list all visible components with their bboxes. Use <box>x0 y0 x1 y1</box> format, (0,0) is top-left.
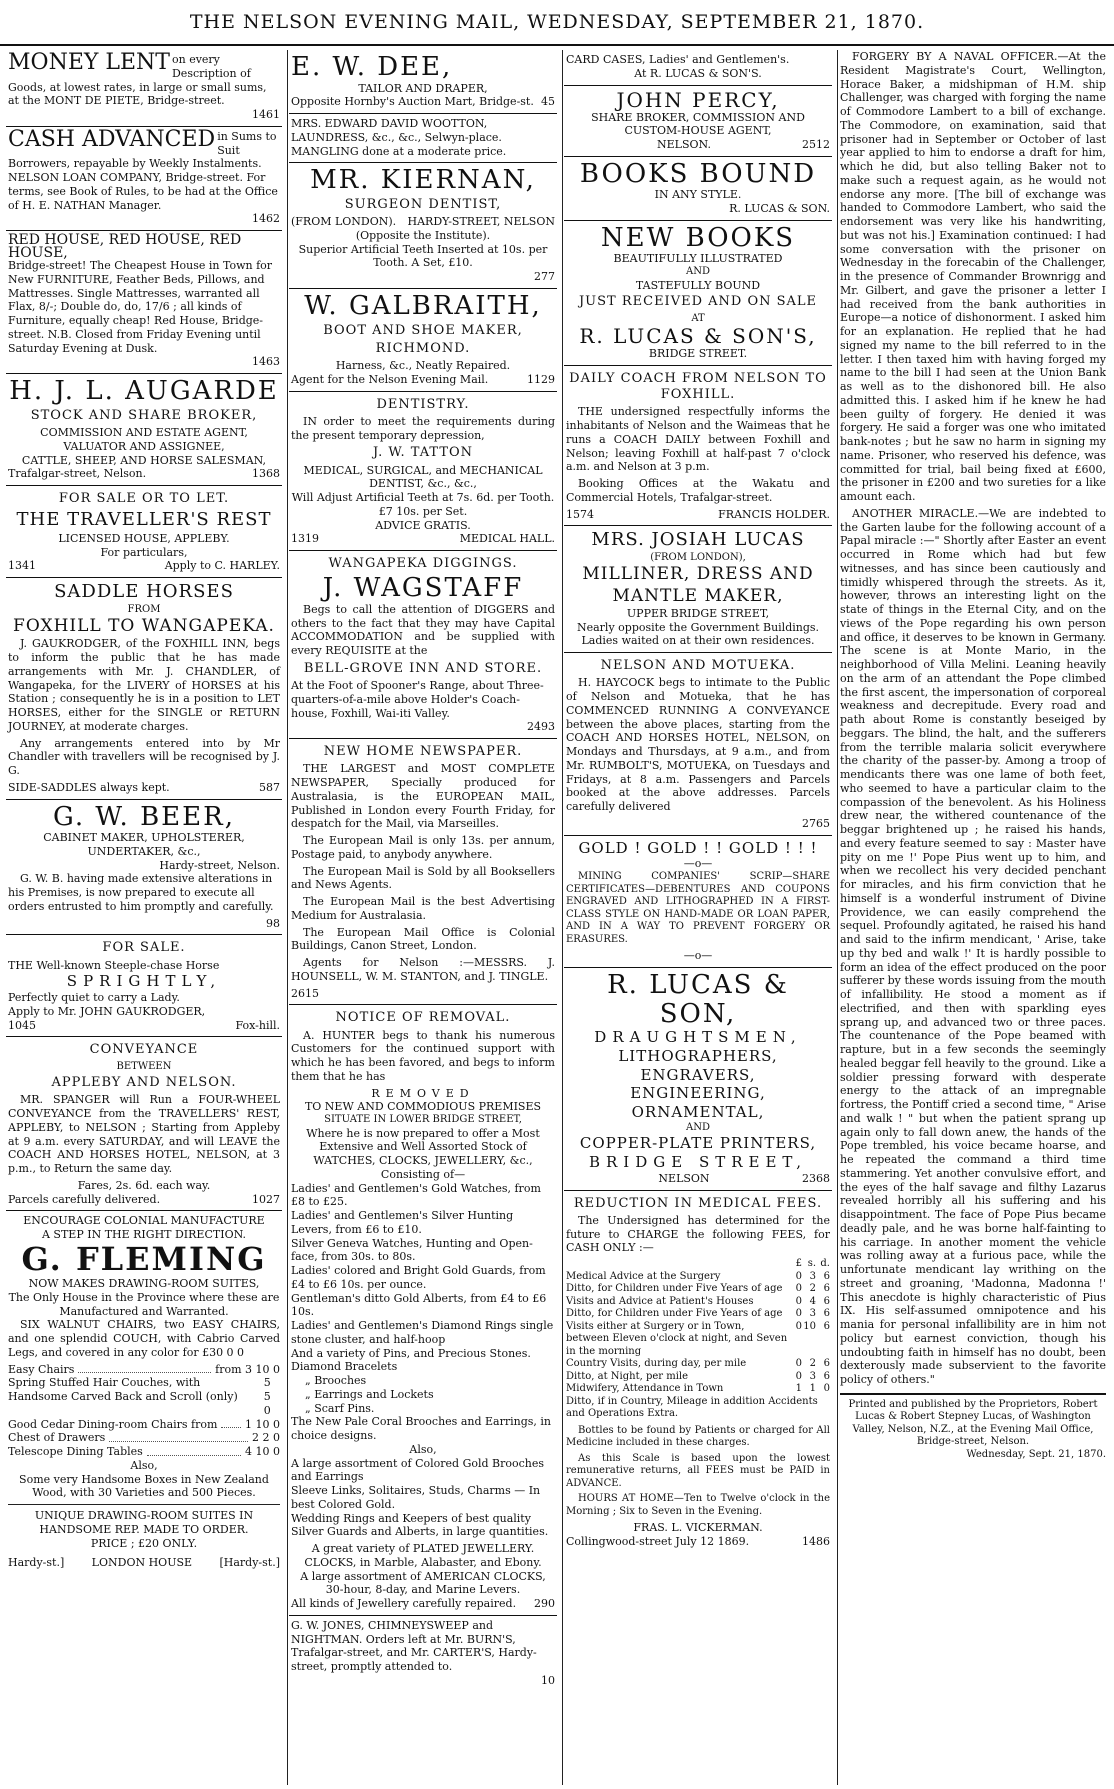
ad-line: A large assortment of AMERICAN CLOCKS, 30-hour, 8-day, and Marine Levers. <box>300 1569 546 1597</box>
ad-separator: —o— <box>683 857 713 871</box>
ad-text: Any arrangements entered into by Mr Chandler with travellers will be recognised by J. G. <box>8 736 280 778</box>
ad-name: MRS. JOSIAH LUCAS <box>591 529 805 551</box>
ad-line: NOW MAKES DRAWING-ROOM SUITES, <box>28 1277 260 1291</box>
ad-line: All kinds of Jewellery carefully repaired. <box>291 1597 517 1611</box>
ad-line: LITHOGRAPHERS, ENGRAVERS, <box>618 1046 778 1084</box>
ad-r-lucas-son <box>564 968 832 1191</box>
ad-text: The European Mail is Sold by all Booksellers and News Agents. <box>291 864 555 892</box>
ad-number: 2493 <box>527 720 555 734</box>
column-1 <box>6 50 288 1785</box>
ad-name: R. LUCAS & SON, <box>607 969 789 1029</box>
ad-text: G. W. JONES, CHIMNEYSWEEP and NIGHTMAN. Orders left at Mr. BURN'S, Trafalgar-street, and Mr. CARTER'S, Hardy-street, promptly attended to. <box>291 1618 537 1674</box>
ad-line: ADVICE GRATIS. <box>375 518 471 532</box>
ad-footer: [Hardy-st.] <box>219 1556 280 1570</box>
ad-heading: CONVEYANCE <box>89 1042 199 1058</box>
ad-line: RICHMOND. <box>375 340 471 356</box>
ad-number: 1574 <box>566 507 594 521</box>
price-item: Telescope Dining Tables 4 10 0 <box>8 1445 280 1459</box>
ad-text: THE Well-known Steeple-chase Horse <box>8 958 220 972</box>
table-row: Ditto, at Night, per mile 0 3 6 <box>566 1370 830 1382</box>
ad-line: (FROM LONDON), <box>650 551 746 563</box>
ad-text: The European Mail is only 13s. per annum, Postage paid, to anybody anywhere. <box>291 834 555 861</box>
ad-name: G. FLEMING <box>21 1239 267 1278</box>
column-3 <box>564 50 838 1785</box>
ad-heading: UNIQUE DRAWING-ROOM SUITES IN HANDSOME REP. MADE TO ORDER. <box>34 1509 254 1536</box>
ad-number: 45 <box>541 95 555 109</box>
price-item: Chest of Drawers 2 2 0 <box>8 1431 280 1445</box>
column-2 <box>289 50 563 1785</box>
ad-number: 2512 <box>802 138 830 151</box>
ad-name: MR. KIERNAN, <box>310 165 536 196</box>
ad-number: 290 <box>534 1597 555 1611</box>
fees-table <box>566 1258 830 1396</box>
ad-wagstaff <box>289 551 557 739</box>
table-row: Ditto, for Children under Five Years of age 0 2 6 <box>566 1283 830 1295</box>
ad-line: NELSON <box>658 1171 710 1185</box>
ad-heading: NEW HOME NEWSPAPER. <box>323 744 523 760</box>
ad-line: Consisting of— <box>380 1167 466 1181</box>
list-item: Ladies' and Gentlemen's Silver Hunting Levers, from £6 to £10. <box>291 1209 514 1236</box>
imprint-date: Wednesday, Sept. 21, 1870. <box>966 1448 1106 1460</box>
ad-line: TO NEW AND COMMODIOUS PREMISES <box>304 1100 542 1114</box>
ad-name: NEW BOOKS <box>600 222 796 253</box>
ad-line: MEDICAL, SURGICAL, and MECHANICAL DENTIST, &c., &c., <box>303 463 543 491</box>
ad-number: 1045 <box>8 1018 36 1032</box>
article-forgery: FORGERY BY A NAVAL OFFICER.—At the Resident Magistrate's Court, Wellington, Horace Baker, a midshipman of H.M. ship Challenger, was charged with forging the name of Commodore Lambert to a bill of exchange. The Commodore, on examination, said that prisoner had in September or October of last year applied to him to endorse a draft for him, which he did, but also telling Baker not to make such a request again, as he would not endorse any more. [The bill of exchange was handed to Commodore Lambert, who said the endorsement was very like his handwriting, but was not his.] Examination continued: I had some conversation with the prisoner on Wednesday in the forecabin of the Challenger, in the presence of Commander Brownrigg and Mr. Gilbert, and gave the prisoner a letter I had received from the bank authorities in Europe—a notice of dishonorment. I asked him for an explanation. He replied that he had signed my name to the bill referred to in the letter. I then taxed him with having forged my name to the bill I had seen at the Union Bank as well as to the dishonored bill. He also admitted this. I asked him if he knew he had been guilty of forgery. He denied it was forgery. He said a forger was one who imitated bank-notes ; but he saw no harm in signing my name. Prisoner, who reserved his defence, was committed for trial, bail being fixed at £600, the prisoner in £200 and two sureties for a like amount each. <box>840 50 1106 503</box>
ad-line: STOCK AND SHARE BROKER, <box>30 407 258 423</box>
stock-list <box>291 1182 555 1443</box>
ad-line: Harness, &c., Neatly Repaired. <box>335 359 511 373</box>
ad-text: in Sums to Suit Borrowers, repayable by Weekly Instalments. NELSON LOAN COMPANY, Bridge-street. For terms, see Book of Rules, to be had at the Office of H. E. NATHAN Manager. <box>8 129 278 212</box>
ad-name: H. J. L. AUGARDE <box>9 376 279 407</box>
ad-new-books <box>564 221 832 366</box>
price-item: Good Cedar Dining-room Chairs from 1 10 0 <box>8 1417 280 1431</box>
ad-number: 1368 <box>252 467 280 481</box>
list-item: „ Scarf Pins. <box>305 1401 375 1415</box>
ad-text: MINING COMPANIES' SCRIP—SHARE CERTIFICATES—DEBENTURES AND COUPONS ENGRAVED AND LITHOGRAPHED IN A FIRST-CLASS STYLE ON HAND-MADE OR LOAN PAPER, AND IN A WAY TO PREVENT FORGERY OR ERASURES. <box>566 871 830 945</box>
ad-money-lent <box>6 50 282 127</box>
ad-heading: GOLD ! GOLD ! ! GOLD ! ! ! <box>578 838 818 857</box>
ad-text: As this Scale is based upon the lowest remunerative returns, all FEES must be PAID in ADVANCE. <box>566 1452 830 1489</box>
ad-line: LICENSED HOUSE, APPLEBY. <box>58 531 230 545</box>
ad-percy <box>564 86 832 157</box>
ad-text: The Undersigned has determined for the future to CHARGE the following FEES, for CASH ONLY :— <box>566 1213 830 1255</box>
ad-line: AND <box>686 266 710 278</box>
ad-heading: DENTISTRY. <box>376 396 470 412</box>
ad-text: IN order to meet the requirements during the present temporary depression, <box>291 414 555 442</box>
ad-name: W. GALBRAITH, <box>304 290 542 321</box>
ad-number: 277 <box>534 270 555 284</box>
ad-galbraith <box>289 289 557 392</box>
ad-daily-coach <box>564 366 832 527</box>
ad-line: SURGEON DENTIST, <box>344 196 502 212</box>
list-item: Ladies' and Gentlemen's Gold Watches, from £8 to £25. <box>291 1181 541 1209</box>
imprint-text: Printed and published by the Proprietors, Robert Lucas & Robert Stepney Lucas, of Washington Valley, Nelson, N.Z., at the Evening Mail Office, Bridge-street, Nelson. <box>848 1398 1098 1448</box>
ad-text: MR. SPANGER will Run a FOUR-WHEEL CONVEYANCE from the TRAVELLERS' REST, APPLEBY, to NELSON ; Starting from Appleby at 9 a.m. every SATURDAY, and will LEAVE the COACH AND HORSES HOTEL, NELSON, at 3 p.m., to Return the same day. <box>8 1093 280 1176</box>
ad-line: JUST RECEIVED AND ON SALE <box>578 294 818 310</box>
ad-heading: RED HOUSE, RED HOUSE, RED HOUSE, <box>8 232 242 261</box>
ad-heading: NOTICE OF REMOVAL. <box>335 1010 511 1026</box>
ad-route: FOXHILL TO WANGAPEKA. <box>13 616 275 637</box>
ad-line: (Opposite the Institute). <box>355 228 491 242</box>
ad-text: Begs to call the attention of DIGGERS and others to the fact that they may have Capital ACCOMMODATION and be supplied with every REQUISITE at the <box>291 602 555 658</box>
ad-line: Fox-hill. <box>235 1018 280 1032</box>
price-item: Spring Stuffed Hair Couches, with Handsome Carved Back and Scroll (only) 5 5 0 <box>8 1376 271 1417</box>
ad-line: FROM <box>127 603 161 615</box>
ad-line: Opposite Hornby's Auction Mart, Bridge-st. <box>291 95 534 109</box>
ad-line: Apply to Mr. JOHN GAUKRODGER, <box>8 1004 206 1018</box>
ad-line: SIDE-SADDLES always kept. <box>8 780 170 794</box>
ad-line: At R. LUCAS & SON'S. <box>634 66 762 80</box>
ad-beer <box>6 800 282 936</box>
column-4-news <box>840 50 1106 1785</box>
list-item: Silver Geneva Watches, Hunting and Open-face, from 30s. to 80s. <box>291 1236 533 1264</box>
ad-line: Fares, 2s. 6d. each way. <box>77 1178 211 1192</box>
ad-text: THE undersigned respectfully informs the inhabitants of Nelson and the Waimeas that he runs a COACH DAILY between Foxhill and Nelson; leaving Foxhill at half-past 7 o'clock a.m. and Nelson at 3 p.m. <box>566 405 830 474</box>
ad-line: Apply to C. HARLEY. <box>164 559 280 573</box>
list-item: Diamond Bracelets <box>291 1360 398 1374</box>
ad-line: BRIDGE STREET, <box>588 1153 807 1172</box>
list-item: A large assortment of Colored Gold Brooches and Earrings <box>291 1456 545 1484</box>
ad-heading: DAILY COACH FROM NELSON TO FOXHILL. <box>569 370 827 403</box>
ad-line: NELSON. <box>657 138 711 151</box>
ad-line: COPPER-PLATE PRINTERS, <box>579 1134 817 1153</box>
ad-hunter-removal <box>289 1005 557 1616</box>
table-row: Visits and Advice at Patient's Houses 0 4 6 <box>566 1295 830 1307</box>
ad-fleming <box>6 1211 282 1574</box>
price-list <box>8 1363 280 1459</box>
ad-line: (FROM LONDON). <box>291 215 397 229</box>
ad-line: CLOCKS, in Marble, Alabaster, and Ebony. <box>304 1555 542 1569</box>
ad-text: A. HUNTER begs to thank his numerous Customers for the continued support with which he has been favored, and begs to inform them that he has <box>291 1028 555 1083</box>
list-item: Sleeve Links, Solitaires, Studs, Charms — In best Colored Gold. <box>291 1484 541 1511</box>
ad-text: THE LARGEST and MOST COMPLETE NEWSPAPER, Specially produced for Australasia, is the EUROPEAN MAIL, Published in London every Fourth Friday, for despatch for the Mail, via Marseilles. <box>291 762 555 831</box>
ad-line: Hardy-street, Nelson. <box>159 858 280 872</box>
ad-dentistry <box>289 392 557 552</box>
ad-text: SIX WALNUT CHAIRS, two EASY CHAIRS, and one splendid COUCH, with Cabrio Carved Legs, and covered in any color for £30 0 0 <box>8 1318 280 1359</box>
ad-text: HOURS AT HOME—Ten to Twelve o'clock in the Morning ; Six to Seven in the Evening. <box>566 1493 830 1517</box>
ad-jones <box>289 1616 557 1692</box>
ad-footer: LONDON HOUSE <box>91 1556 193 1570</box>
list-item: Ladies' and Gentlemen's Diamond Rings single stone cluster, and half-hoop <box>291 1319 554 1346</box>
ad-line: MILLINER, DRESS AND MANTLE MAKER, <box>582 564 814 606</box>
ad-number: 1027 <box>252 1192 280 1206</box>
ad-line: Will Adjust Artificial Teeth at 7s. 6d. per Tooth. £7 10s. per Set. <box>291 491 555 518</box>
ad-number: 98 <box>266 916 280 930</box>
ad-line: Where he is now prepared to offer a Most Extensive and Well Assorted Stock of <box>306 1126 540 1154</box>
ad-line: For particulars, <box>100 545 188 559</box>
ad-line: DRAUGHTSMEN, <box>594 1028 802 1047</box>
price-item: Easy Chairs from 3 10 0 <box>8 1362 280 1376</box>
ad-line: The Only House in the Province where these are Manufactured and Warranted. <box>8 1290 280 1318</box>
ad-line: BELL-GROVE INN AND STORE. <box>303 660 543 676</box>
list-item: The New Pale Coral Brooches and Earrings, in choice designs. <box>291 1415 551 1443</box>
ad-heading: NELSON AND MOTUEKA. <box>600 658 796 674</box>
ad-line: VALUATOR AND ASSIGNEE, <box>63 439 225 453</box>
ad-text: on every Description of Goods, at lowest rates, in large or small sums, at the MONT DE PIETE, Bridge-street. <box>8 53 267 108</box>
ad-horse-name: SPRIGHTLY, <box>66 972 222 991</box>
list-item: Gentleman's ditto Gold Alberts, from £4 to £6 10s. <box>291 1291 547 1319</box>
ad-line: Nearly opposite the Government Buildings. <box>576 620 820 634</box>
ad-name: G. W. BEER, <box>53 801 235 832</box>
ad-line: REMOVED <box>371 1086 475 1100</box>
ad-text: Agents for Nelson :—MESSRS. J. HOUNSELL, W. M. STANTON, and J. TINGLE. <box>291 956 555 983</box>
ad-heading: ENCOURAGE COLONIAL MANUFACTURE <box>23 1214 265 1228</box>
ad-number: 1319 <box>291 532 319 546</box>
ad-number: 1463 <box>252 355 280 369</box>
ad-for-sale-horse <box>6 935 282 1037</box>
list-item: „ Brooches <box>305 1374 367 1388</box>
ad-travellers-rest <box>6 486 282 578</box>
ad-line: Also, <box>409 1442 437 1456</box>
list-item: Silver Guards and Alberts, in large quantities. <box>291 1525 549 1539</box>
ad-nelson-motueka <box>564 653 832 836</box>
ad-price: PRICE ; £20 ONLY. <box>90 1536 198 1550</box>
ad-line: Ladies waited on at their own residences. <box>581 634 815 648</box>
ad-text: Booking Offices at the Wakatu and Commercial Hotels, Trafalgar-street. <box>566 477 830 504</box>
ad-gold <box>564 836 832 968</box>
ad-text: MRS. EDWARD DAVID WOOTTON, LAUNDRESS, &c., &c., Selwyn-place. MANGLING done at a moderate price. <box>291 117 507 158</box>
ad-wootton <box>289 114 557 163</box>
ad-line: Parcels carefully delivered. <box>8 1192 161 1206</box>
ad-text: G. W. B. having made extensive alterations in his Premises, is now prepared to execute all orders entrusted to him promptly and carefully. <box>8 872 274 913</box>
list-item: Ladies' colored and Bright Gold Guards, from £4 to £6 10s. per ounce. <box>291 1264 546 1291</box>
list-item: Wedding Rings and Keepers of best quality <box>291 1511 531 1525</box>
ad-line: BEAUTIFULLY ILLUSTRATED <box>613 252 783 266</box>
ad-name: J. WAGSTAFF <box>322 573 524 604</box>
ad-line: Superior Artificial Teeth Inserted at 10s. per Tooth. A Set, £10. <box>298 242 548 270</box>
ad-number: 1462 <box>252 212 280 226</box>
ad-line: BRIDGE STREET. <box>648 347 748 361</box>
ad-text: Ditto, if in Country, Mileage in addition Accidents and Operations Extra. <box>566 1395 818 1420</box>
ad-cash-advanced <box>6 127 282 231</box>
ad-number: 10 <box>541 1673 555 1687</box>
ad-name: BOOKS BOUND <box>579 158 817 189</box>
ad-name: FRANCIS HOLDER. <box>718 507 830 521</box>
ad-text: Bridge-street! The Cheapest House in Town for New FURNITURE, Feather Beds, Pillows, and Mattresses. Single Mattresses, warranted all Flax, 8/-; Double do, do, 17/6 ; all kinds of Furniture, equally cheap! Red House, Bridge-street. N.B. Closed from Friday Evening until Saturday Evening at Dusk. <box>8 259 273 355</box>
ad-heading: REDUCTION IN MEDICAL FEES. <box>573 1195 823 1211</box>
ad-text: CARD CASES, Ladies' and Gentlemen's. <box>566 53 790 66</box>
ad-dee <box>289 50 557 114</box>
table-row: Country Visits, during day, per mile 0 2 6 <box>566 1358 830 1370</box>
ad-text: H. HAYCOCK begs to intimate to the Public of Nelson and Motueka, that he has COMMENCED RUNNING A CONVEYANCE between the above places, starting from the COACH AND HORSES HOTEL, NELSON, on Mondays and Thursdays, at 9 a.m., and from Mr. RUMBOLT'S, MOTUEKA, on Tuesdays and Fridays, at 8 a.m. Passengers and Parcels booked at the above addresses. Parcels carefully delivered <box>566 676 830 814</box>
ad-name: THE TRAVELLER'S REST <box>16 509 272 531</box>
ad-line: AND <box>686 1121 710 1133</box>
ad-route: APPLEBY AND NELSON. <box>51 1075 237 1091</box>
ad-line: ENGINEERING, ORNAMENTAL, <box>630 1084 766 1122</box>
ad-heading: FOR SALE OR TO LET. <box>58 491 230 507</box>
ad-name: FRAS. L. VICKERMAN. <box>633 1521 763 1535</box>
ad-number: 1461 <box>252 108 280 121</box>
list-item: And a variety of Pins, and Precious Stones. <box>291 1346 531 1360</box>
ad-number: 1129 <box>527 372 555 386</box>
ad-line: At the Foot of Spooner's Range, about Three-quarters-of-a-mile above Holder's Coach-house, Foxhill, Wai-iti Valley. <box>291 679 544 720</box>
ad-line: SHARE BROKER, COMMISSION AND CUSTOM-HOUSE AGENT, <box>591 110 805 138</box>
ad-text: Some very Handsome Boxes in New Zealand Wood, with 30 Varieties and 500 Pieces. <box>19 1472 269 1500</box>
ad-heading: FOR SALE. <box>102 940 186 956</box>
table-row: Medical Advice at the Surgery 0 3 6 <box>566 1270 830 1282</box>
ad-number: 2765 <box>802 816 830 830</box>
ad-heading: A STEP IN THE RIGHT DIRECTION. <box>41 1228 246 1242</box>
ad-line: UNDERTAKER, &c., <box>87 844 201 858</box>
table-row: Ditto, for Children under Five Years of age 0 3 6 <box>566 1308 830 1320</box>
ad-saddle-horses <box>6 578 282 800</box>
ad-line: WATCHES, CLOCKS, JEWELLERY, &c., <box>313 1154 533 1168</box>
ad-number: 1341 <box>8 559 36 573</box>
ad-heading: MONEY LENT <box>8 50 170 75</box>
ad-line: Also, <box>130 1458 158 1472</box>
ad-line: SITUATE IN LOWER BRIDGE STREET, <box>324 1114 522 1126</box>
ad-line: CABINET MAKER, UPHOLSTERER, <box>43 831 245 845</box>
ad-card-cases <box>564 50 832 86</box>
ad-line: BETWEEN <box>116 1060 172 1072</box>
article-miracle: ANOTHER MIRACLE.—We are indebted to the Garten laube for the following account of a Papal miracle :—" Shortly after Easter an event occurred in Rome which had but few witnesses, and has since been cautiously and timidly whispered through the streets. As it, however, throws an interesting light on the state of things in the Eternal City, and on the views of the Pope regarding his own person and office, it deserves to be known in Germany. The scene is at Monte Mario, in the neighborhood of Villa Melini. Leaning heavily on the arm of an attendant the Pope climbed the first ascent, the impersonation of corporeal weakness and decrepitude. Every road and path about Rome is constantly beseiged by beggars. The blind, the halt, and the sufferers from the terrible malaria solicit everywhere the charity of the passer-by. Among a troop of mendicants there was one lame of both feet, who seemed to have a particular claim to the compassion of the benevolent. As his Holiness drew near, the withered countenance of the beggar brightened up ; he raised his hands, and every feature seemed to say : Master have pity on me !' Pope Pius went up to him, and when we recollect his very decided penchant for miracles, and his firm conviction that he himself is a wonderful instrument of Divine Providence, we can easily comprehend the sequel. Profoundly agitated, he raised his hand and said to the infirm mendicant, ' Arise, take up thy bed and walk !' It is hardly possible to form an idea of the effect produced on the poor sufferer by these words issuing from the mouth of infallibility. He stood a moment as if electrified, and then with sparkling eyes sprang up, and advanced two or three paces. The countenance of the Pope beamed with rapture, but in a few seconds the seemingly healed beggar fell heavily to the ground. Like a soldier pressing forward with desperate energy to the attack of an impregnable fortress, the Pontiff cried a second time, " Arise and walk ! " but when the patient sprang up again only to fall down anew, the hands of the Pope trembled, his voice became hoarse, and he repeated the command a third time stammering. Yet another convulsive effort, and the eyes of the half savage and filthy Lazarus revealed horribly all his suffering and his disappointment. The face of Pope Pius became deadly pale, and he was borne half-fainting to his carriage. In another moment the vehicle was rolling away at a furious pace, while the unfortunate mendicant lay writhing on the street and groaning, 'Madonna, Madonna !' This anecdote is highly characteristic of Pius IX. His self-assumed omnipotence and his mania for personal infallibility are in him not policy but earnest conviction, though his undoubting faith in himself has no doubt, been dexterously made subservient to the favorite policy of others." <box>840 506 1106 1386</box>
ad-footer: Hardy-st.] <box>8 1556 65 1570</box>
ad-red-house <box>6 231 282 374</box>
ad-augarde <box>6 374 282 486</box>
ad-line: COMMISSION AND ESTATE AGENT, <box>40 426 248 440</box>
ad-heading: CASH ADVANCED <box>8 126 216 152</box>
list-item: „ Earrings and Lockets <box>305 1387 434 1401</box>
masthead: THE NELSON EVENING MAIL, WEDNESDAY, SEPTEMBER 21, 1870. <box>0 0 1114 46</box>
ad-line: R. LUCAS & SON'S, <box>579 324 817 349</box>
imprint <box>840 1393 1106 1462</box>
ad-line: Collingwood-street July 12 1869. <box>566 1534 750 1548</box>
ad-text: The European Mail Office is Colonial Buildings, Canon Street, London. <box>291 925 555 953</box>
ad-text: J. GAUKRODGER, of the FOXHILL INN, begs to inform the public that he has made arrangements with Mr. J. CHANDLER, of Wangapeka, for the LIVERY of HORSES at his Station ; consequently he is in a position to LET HORSES, either for the SINGLE or RETURN JOURNEY, at moderate charges. <box>8 637 280 733</box>
ad-line: R. LUCAS & SON. <box>729 202 830 216</box>
ad-number: 1486 <box>802 1534 830 1548</box>
ad-medical-fees <box>564 1191 832 1553</box>
ad-name: E. W. DEE, <box>291 52 453 82</box>
ad-line: UPPER BRIDGE STREET, <box>626 606 770 620</box>
ad-number: 2368 <box>801 1171 830 1185</box>
ad-european-mail <box>289 739 557 1005</box>
ad-text: The European Mail is the best Advertising Medium for Australasia. <box>291 895 555 922</box>
ad-line: AT <box>691 312 705 324</box>
ad-line: IN ANY STYLE. <box>654 188 742 202</box>
table-row: Visits either at Surgery or in Town, between Eleven o'clock at night, and Seven in the morning 0 10 6 <box>566 1320 830 1357</box>
ad-number: 587 <box>259 780 280 794</box>
ad-line: Agent for the Nelson Evening Mail. <box>291 372 489 386</box>
ad-mrs-lucas <box>564 526 832 653</box>
ad-line: A great variety of PLATED JEWELLERY. <box>311 1542 535 1556</box>
ad-name: J. W. TATTON <box>372 445 474 461</box>
ad-line: TAILOR AND DRAPER, <box>358 81 488 95</box>
ad-line: Perfectly quiet to carry a Lady. <box>8 991 180 1005</box>
ad-heading: SADDLE HORSES <box>54 581 234 603</box>
table-row: Midwifery, Attendance in Town 1 1 0 <box>566 1383 830 1395</box>
ad-conveyance <box>6 1037 282 1211</box>
ad-line: MEDICAL HALL. <box>459 532 555 546</box>
ad-number: 2615 <box>291 986 319 1000</box>
ad-line: CATTLE, SHEEP, AND HORSE SALESMAN, <box>21 453 267 467</box>
ad-text: Bottles to be found by Patients or charged for All Medicine included in these charges. <box>566 1424 830 1449</box>
ad-kiernan <box>289 163 557 289</box>
ad-books-bound <box>564 157 832 221</box>
ad-line: Trafalgar-street, Nelson. <box>8 467 147 481</box>
ad-name: JOHN PERCY, <box>616 87 780 112</box>
ad-line: TASTEFULLY BOUND <box>635 278 761 292</box>
ad-line: HARDY-STREET, NELSON <box>407 215 555 229</box>
ad-separator: —o— <box>683 949 713 963</box>
ad-heading: WANGAPEKA DIGGINGS. <box>328 556 518 572</box>
table-header: £ s. d. <box>795 1258 830 1270</box>
ad-line: BOOT AND SHOE MAKER, <box>323 322 523 338</box>
